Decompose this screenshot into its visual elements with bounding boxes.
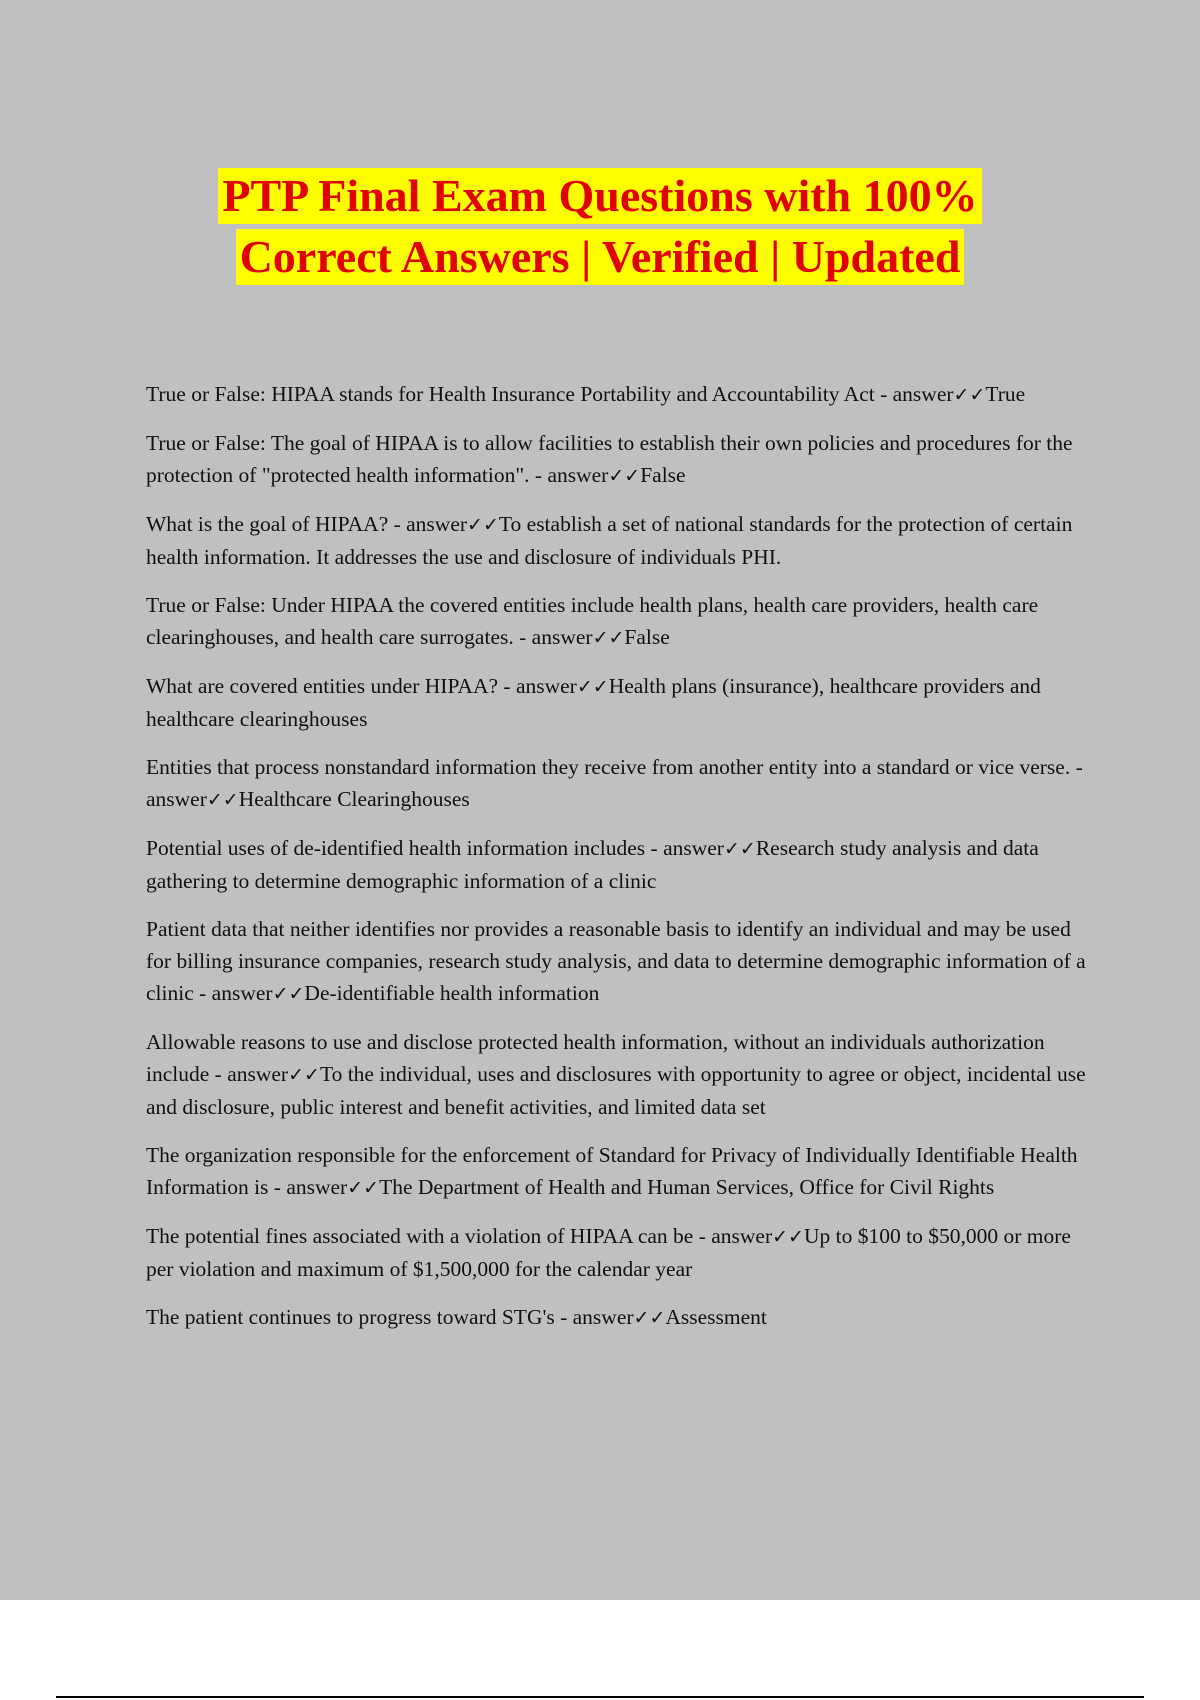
qa-list [146, 378, 1086, 1350]
qa-item [146, 508, 1086, 573]
qa-item [146, 751, 1086, 816]
question-text: What are covered entities under HIPAA? [146, 674, 499, 698]
qa-item [146, 1301, 1086, 1334]
question-text: True or False: The goal of HIPAA is to allow facilities to establish their own policies and procedures for the protection of "protected health information". [146, 431, 1073, 487]
qa-item [146, 1139, 1086, 1204]
question-text: The patient continues to progress toward STG's [146, 1305, 555, 1329]
answer-marker: - answer [880, 382, 954, 406]
document-title [0, 168, 1200, 290]
question-text: Potential uses of de-identified health information includes [146, 836, 646, 860]
qa-item [146, 427, 1086, 492]
question-text: The potential fines associated with a violation of HIPAA can be [146, 1224, 694, 1248]
check-icon: ✓✓ [576, 676, 609, 698]
question-text: The organization responsible for the enforcement of Standard for Privacy of Individually Identifiable Health Information is [146, 1143, 1078, 1199]
check-icon: ✓✓ [288, 1064, 320, 1086]
check-icon: ✓✓ [723, 838, 756, 860]
answer-marker: - answer [650, 836, 724, 860]
answer-marker: - answer [214, 1062, 289, 1086]
qa-item [146, 913, 1086, 1010]
answer-marker: - answer [273, 1175, 348, 1199]
answer-text: Healthcare Clearinghouses [238, 787, 470, 811]
check-icon: ✓✓ [347, 1177, 380, 1199]
answer-marker: - answer [393, 512, 468, 536]
qa-item [146, 589, 1086, 654]
answer-marker: - answer [560, 1305, 634, 1329]
check-icon: ✓✓ [633, 1307, 666, 1329]
check-icon: ✓✓ [608, 465, 641, 487]
question-text: What is the goal of HIPAA? [146, 512, 389, 536]
answer-text: Assessment [665, 1305, 767, 1329]
title-line-2: Correct Answers | Verified | Updated [236, 229, 965, 285]
question-text: True or False: HIPAA stands for Health Insurance Portability and Accountability Act [146, 382, 875, 406]
answer-marker: - answer [199, 981, 273, 1005]
answer-text: False [640, 463, 686, 487]
answer-text: Research study analysis and data gathering to determine demographic information of a clinic [146, 836, 1039, 893]
qa-item [146, 832, 1086, 897]
qa-item [146, 378, 1086, 411]
check-icon: ✓✓ [592, 627, 625, 649]
qa-item [146, 670, 1086, 735]
title-line-1: PTP Final Exam Questions with 100% [218, 168, 981, 224]
check-icon: ✓✓ [772, 1226, 804, 1248]
check-icon: ✓✓ [272, 983, 305, 1005]
answer-marker: - answer [519, 625, 593, 649]
qa-item [146, 1220, 1086, 1285]
question-text: True or False: Under HIPAA the covered entities include health plans, health care providers, health care clearinghouses, and health care surrogates. [146, 593, 1039, 649]
question-text: Patient data that neither identifies nor provides a reasonable basis to identify an individual and may be used for billing insurance companies, research study analysis, and data to determine demographic information of a clinic [146, 917, 1086, 1005]
answer-text: False [624, 625, 670, 649]
answer-text: To the individual, uses and disclosures with opportunity to agree or object, incidental use and disclosure, public interest and benefit activities, and limited data set [146, 1062, 1086, 1119]
footer-divider [56, 1696, 1144, 1698]
check-icon: ✓✓ [206, 789, 239, 811]
answer-text: True [985, 382, 1026, 406]
answer-text: De-identifiable health information [304, 981, 600, 1005]
answer-marker: - answer [503, 674, 577, 698]
question-text: Entities that process nonstandard information they receive from another entity into a standard or vice verse. [146, 755, 1071, 779]
question-text: Allowable reasons to use and disclose protected health information, without an individuals authorization include [146, 1030, 1045, 1086]
answer-text: To establish a set of national standards for the protection of certain health information. It addresses the use and disclosure of individuals PHI. [146, 512, 1073, 569]
answer-text: Health plans (insurance), healthcare providers and healthcare clearinghouses [146, 674, 1041, 731]
check-icon: ✓✓ [467, 514, 499, 536]
check-icon: ✓✓ [953, 384, 986, 406]
answer-text: The Department of Health and Human Services, Office for Civil Rights [379, 1175, 995, 1199]
answer-text: Up to $100 to $50,000 or more per violation and maximum of $1,500,000 for the calendar year [146, 1224, 1071, 1281]
answer-marker: - answer [534, 463, 609, 487]
qa-item [146, 1026, 1086, 1123]
answer-marker: - answer [698, 1224, 773, 1248]
answer-marker: - answer [146, 755, 1083, 811]
